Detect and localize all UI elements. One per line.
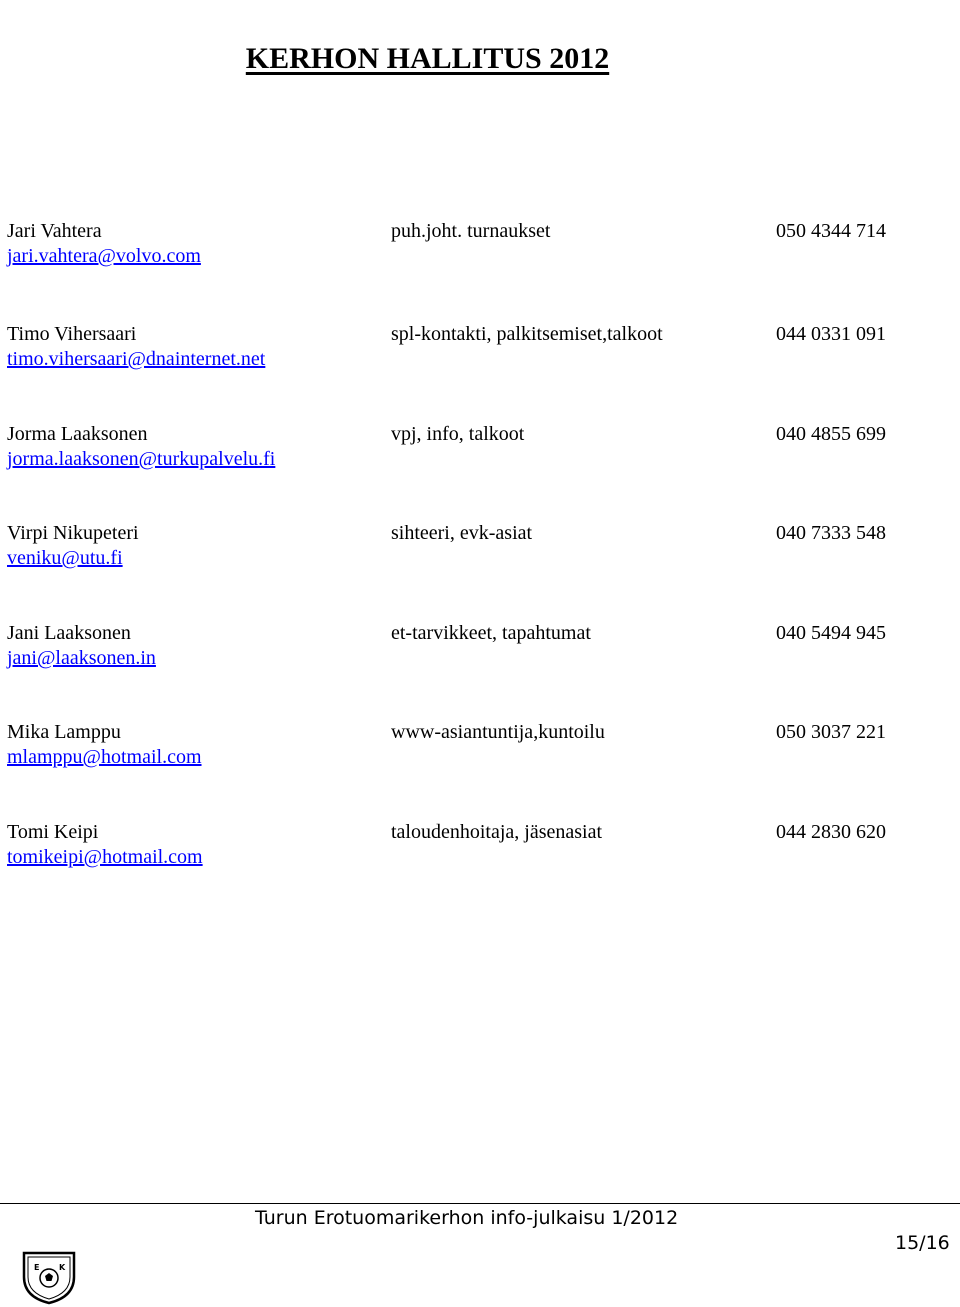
member-name: Mika Lamppu bbox=[7, 721, 121, 743]
footer-divider bbox=[0, 1203, 960, 1204]
board-member-entry bbox=[0, 322, 960, 374]
member-name: Tomi Keipi bbox=[7, 821, 99, 843]
page-title: KERHON HALLITUS 2012 bbox=[245, 42, 610, 75]
member-role: www-asiantuntija,kuntoilu bbox=[391, 721, 605, 743]
member-phone: 050 3037 221 bbox=[776, 721, 886, 743]
member-email-link[interactable]: tomikeipi@hotmail.com bbox=[7, 846, 203, 868]
member-phone: 040 5494 945 bbox=[776, 622, 886, 644]
member-role: vpj, info, talkoot bbox=[391, 423, 525, 445]
member-email-link[interactable]: mlamppu@hotmail.com bbox=[7, 746, 202, 768]
member-name: Jani Laaksonen bbox=[7, 622, 131, 644]
board-member-entry bbox=[0, 820, 960, 872]
member-email-link[interactable]: jari.vahtera@volvo.com bbox=[7, 245, 201, 267]
member-phone: 050 4344 714 bbox=[776, 220, 886, 242]
member-name: Jorma Laaksonen bbox=[7, 423, 148, 445]
member-role: sihteeri, evk-asiat bbox=[391, 522, 533, 544]
member-role: taloudenhoitaja, jäsenasiat bbox=[391, 821, 603, 843]
board-member-entry bbox=[0, 219, 960, 271]
board-member-entry bbox=[0, 521, 960, 573]
member-phone: 040 4855 699 bbox=[776, 423, 886, 445]
board-member-entry bbox=[0, 720, 960, 772]
logo-letter: E bbox=[34, 1263, 40, 1272]
board-member-entry bbox=[0, 422, 960, 474]
member-name: Virpi Nikupeteri bbox=[7, 522, 139, 544]
member-email-link[interactable]: jani@laaksonen.in bbox=[7, 647, 156, 669]
member-email-link[interactable]: jorma.laaksonen@turkupalvelu.fi bbox=[7, 448, 276, 470]
member-phone: 044 0331 091 bbox=[776, 323, 886, 345]
member-phone: 040 7333 548 bbox=[776, 522, 886, 544]
member-email-link[interactable]: veniku@utu.fi bbox=[7, 547, 123, 569]
page-number: 15/16 bbox=[895, 1232, 950, 1254]
member-email-link[interactable]: timo.vihersaari@dnainternet.net bbox=[7, 348, 266, 370]
board-member-entry bbox=[0, 621, 960, 673]
member-role: puh.joht. turnaukset bbox=[391, 220, 551, 242]
footer-publication: Turun Erotuomarikerhon info-julkaisu 1/2012 bbox=[255, 1207, 679, 1229]
logo-letter: K bbox=[59, 1263, 66, 1272]
member-phone: 044 2830 620 bbox=[776, 821, 886, 843]
member-role: et-tarvikkeet, tapahtumat bbox=[391, 622, 591, 644]
member-role: spl-kontakti, palkitsemiset,talkoot bbox=[391, 323, 663, 345]
member-name: Timo Vihersaari bbox=[7, 323, 137, 345]
club-logo-icon bbox=[20, 1247, 78, 1305]
member-name: Jari Vahtera bbox=[7, 220, 102, 242]
